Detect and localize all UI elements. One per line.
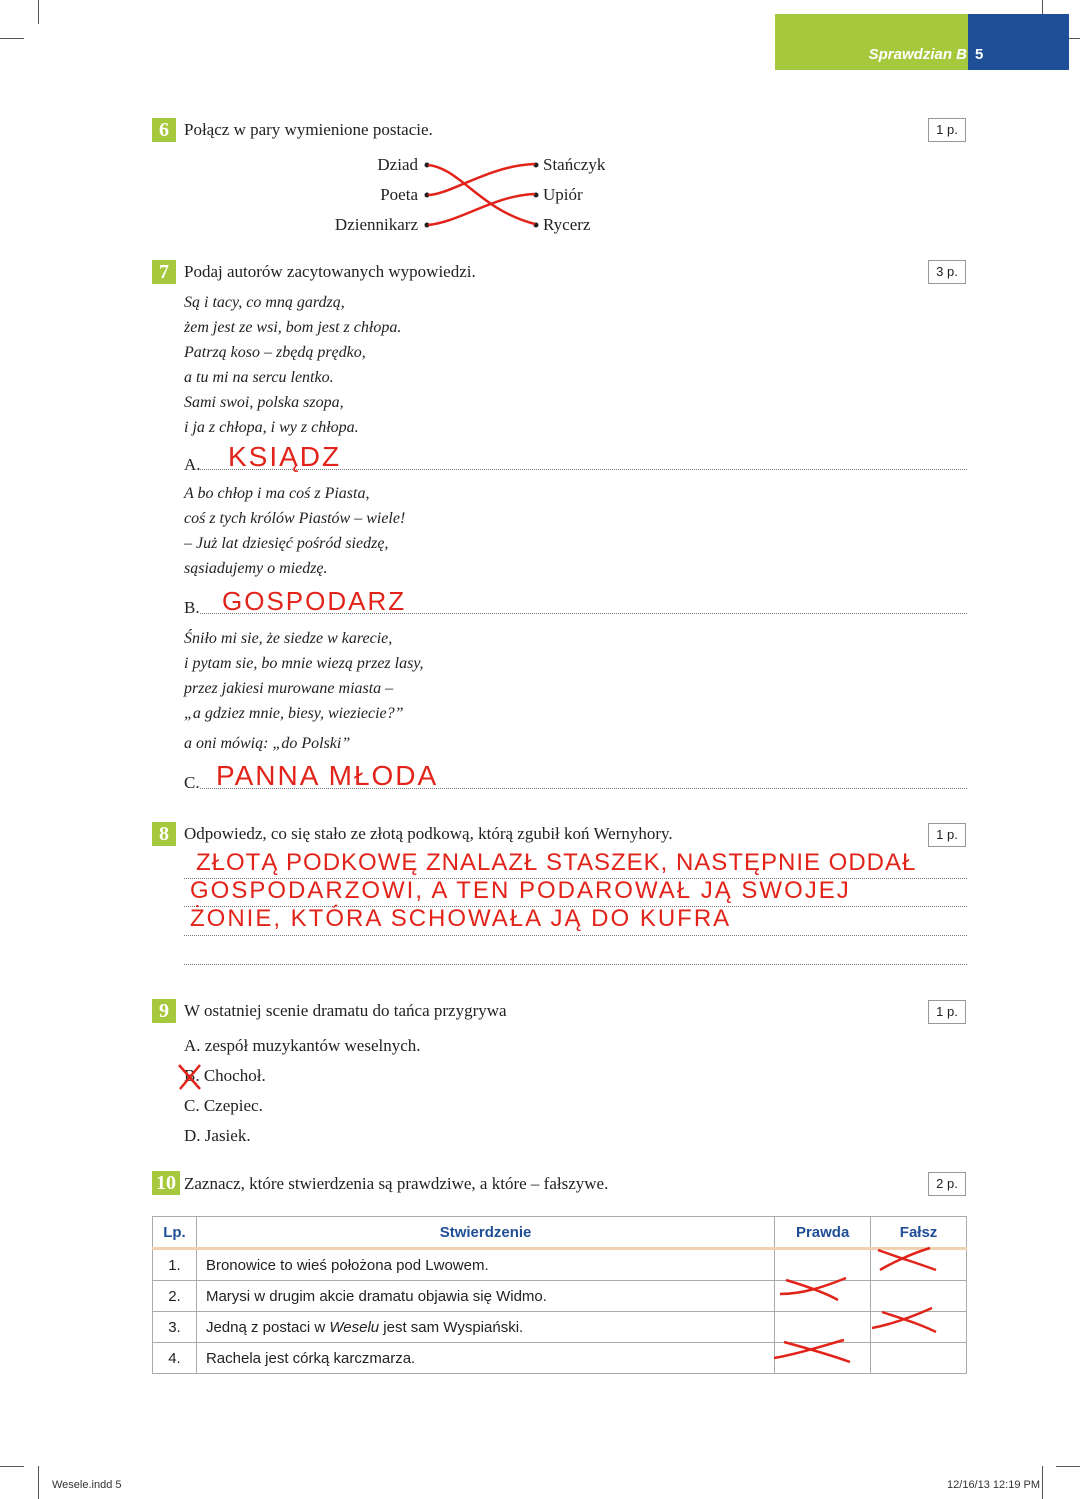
statement-text: Jedną z postaci w	[205, 1318, 330, 1336]
answer-a-handwritten: KSIĄDZ	[228, 441, 342, 472]
header-false: Fałsz	[871, 1217, 967, 1249]
cross-mark-row2-true-icon	[776, 1274, 856, 1304]
cross-mark-row1-false-icon	[870, 1244, 950, 1274]
answer-line-8-3	[184, 935, 967, 936]
quote-line: Są i tacy, co mną gardzą,	[184, 294, 345, 311]
quote-line: – Już lat dziesięć pośród siedzę,	[184, 535, 389, 552]
statement-title-italic: Weselu	[329, 1318, 380, 1336]
points-box-10: 2 p.	[928, 1172, 966, 1196]
selected-cross-icon	[176, 1062, 206, 1092]
row-number: 1.	[153, 1249, 197, 1281]
question-number-10: 10	[152, 1171, 180, 1195]
points-box-8: 1 p.	[928, 823, 966, 847]
option-b: B. Chochoł.	[184, 1066, 266, 1085]
points-box-9: 1 p.	[928, 1000, 966, 1024]
footer-file: Wesele.indd 5	[52, 1479, 122, 1491]
page-number: 5	[975, 46, 984, 63]
crop-mark	[1056, 1466, 1080, 1467]
quote-line: Śniło mi sie, że siedze w karecie,	[184, 630, 393, 647]
statement-text: Rachela jest córką karczmarza.	[205, 1349, 416, 1367]
answer-label-b: B.	[184, 598, 200, 617]
quote-line: Sami swoi, polska szopa,	[184, 394, 344, 411]
quote-line: żem jest ze wsi, bom jest z chłopa.	[184, 319, 402, 336]
quote-line: Patrzą koso – zbędą prędko,	[184, 344, 366, 361]
quote-line: A bo chłop i ma coś z Piasta,	[184, 485, 370, 502]
q6-left-1: Dziad	[377, 155, 418, 174]
quote-line: przez jakiesi murowane miasta –	[184, 680, 394, 697]
q6-left-2: Poeta	[380, 185, 418, 204]
answer-8-line-3: ŻONIE, KTÓRA SCHOWAŁA JĄ DO KUFRA	[190, 905, 732, 932]
match-line-dziennikarz-upior	[428, 194, 535, 225]
option-a: A. zespół muzykantów weselnych.	[184, 1036, 421, 1055]
quote-a	[184, 290, 401, 440]
statement-cell	[196, 1312, 774, 1343]
q6-left-3: Dziennikarz	[334, 215, 418, 234]
answer-line-8-4	[184, 964, 967, 965]
answer-b-handwritten: GOSPODARZ	[222, 586, 407, 616]
cross-mark-row3-false-icon	[870, 1306, 950, 1336]
question-number-9: 9	[152, 999, 176, 1023]
question-number-6: 6	[152, 118, 176, 142]
statement-cell	[196, 1343, 774, 1374]
quote-line: a tu mi na sercu lentko.	[184, 369, 334, 386]
answer-label-a: A.	[184, 455, 201, 474]
quote-line: i ja z chłopa, i wy z chłopa.	[184, 419, 359, 436]
question-number-7: 7	[152, 260, 176, 284]
quote-line: sąsiadujemy o miedzę.	[184, 560, 328, 577]
quote-c-last-line: a oni mówią: „do Polski”	[184, 735, 351, 752]
option-d: D. Jasiek.	[184, 1126, 251, 1145]
statement-text-end: jest sam Wyspiański.	[379, 1318, 524, 1336]
crop-mark	[38, 0, 39, 24]
quote-line: coś z tych królów Piastów – wiele!	[184, 510, 406, 527]
header-lp: Lp.	[153, 1217, 197, 1249]
cross-mark-row4-true-icon	[772, 1336, 872, 1366]
footer-timestamp: 12/16/13 12:19 PM	[947, 1479, 1040, 1491]
quote-b	[184, 481, 405, 581]
answer-8-line-1: ZŁOTĄ PODKOWĘ ZNALAZŁ STASZEK, NASTĘPNIE ODDAŁ	[196, 849, 917, 876]
q6-connection-lines	[420, 150, 550, 240]
statement-text: Marysi w drugim akcie dramatu objawia się Widmo.	[205, 1287, 547, 1305]
table-header-row	[153, 1217, 967, 1249]
answer-8-line-2: GOSPODARZOWI, A TEN PODAROWAŁ JĄ SWOJEJ	[190, 877, 851, 904]
points-box-6: 1 p.	[928, 118, 966, 142]
question-10-text: Zaznacz, które stwierdzenia są prawdziwe, a które – fałszywe.	[184, 1174, 609, 1193]
statement-cell	[196, 1281, 774, 1312]
crop-mark	[1042, 1466, 1043, 1499]
header-title: Sprawdzian B	[868, 46, 967, 63]
row-number: 4.	[153, 1343, 197, 1374]
points-box-7: 3 p.	[928, 260, 966, 284]
statement-text: Bronowice to wieś położona pod Lwowem.	[205, 1256, 489, 1274]
q6-right-3: Rycerz	[543, 215, 591, 234]
crop-mark	[0, 1466, 24, 1467]
question-7-text: Podaj autorów zacytowanych wypowiedzi.	[184, 262, 476, 281]
false-cell[interactable]	[871, 1343, 967, 1374]
quote-line: i pytam sie, bo mnie wiezą przez lasy,	[184, 655, 424, 672]
question-8-text: Odpowiedz, co się stało ze złotą podkową, którą zgubił koń Wernyhory.	[184, 824, 673, 843]
crop-mark	[0, 38, 24, 39]
row-number: 2.	[153, 1281, 197, 1312]
answer-c-handwritten: PANNA MŁODA	[216, 760, 439, 791]
row-number: 3.	[153, 1312, 197, 1343]
header-true: Prawda	[775, 1217, 871, 1249]
question-9-text: W ostatniej scenie dramatu do tańca przygrywa	[184, 1001, 507, 1020]
q6-right-1: Stańczyk	[543, 155, 606, 174]
statement-cell	[196, 1249, 774, 1281]
quote-line: „a gdziez mnie, biesy, wieziecie?”	[184, 705, 404, 722]
crop-mark	[38, 1466, 39, 1499]
question-6-text: Połącz w pary wymienione postacie.	[184, 120, 433, 139]
question-number-8: 8	[152, 822, 176, 846]
option-c: C. Czepiec.	[184, 1096, 263, 1115]
answer-label-c: C.	[184, 773, 200, 792]
quote-c	[184, 626, 424, 726]
header-statement: Stwierdzenie	[196, 1217, 774, 1249]
q6-right-2: Upiór	[543, 185, 583, 204]
